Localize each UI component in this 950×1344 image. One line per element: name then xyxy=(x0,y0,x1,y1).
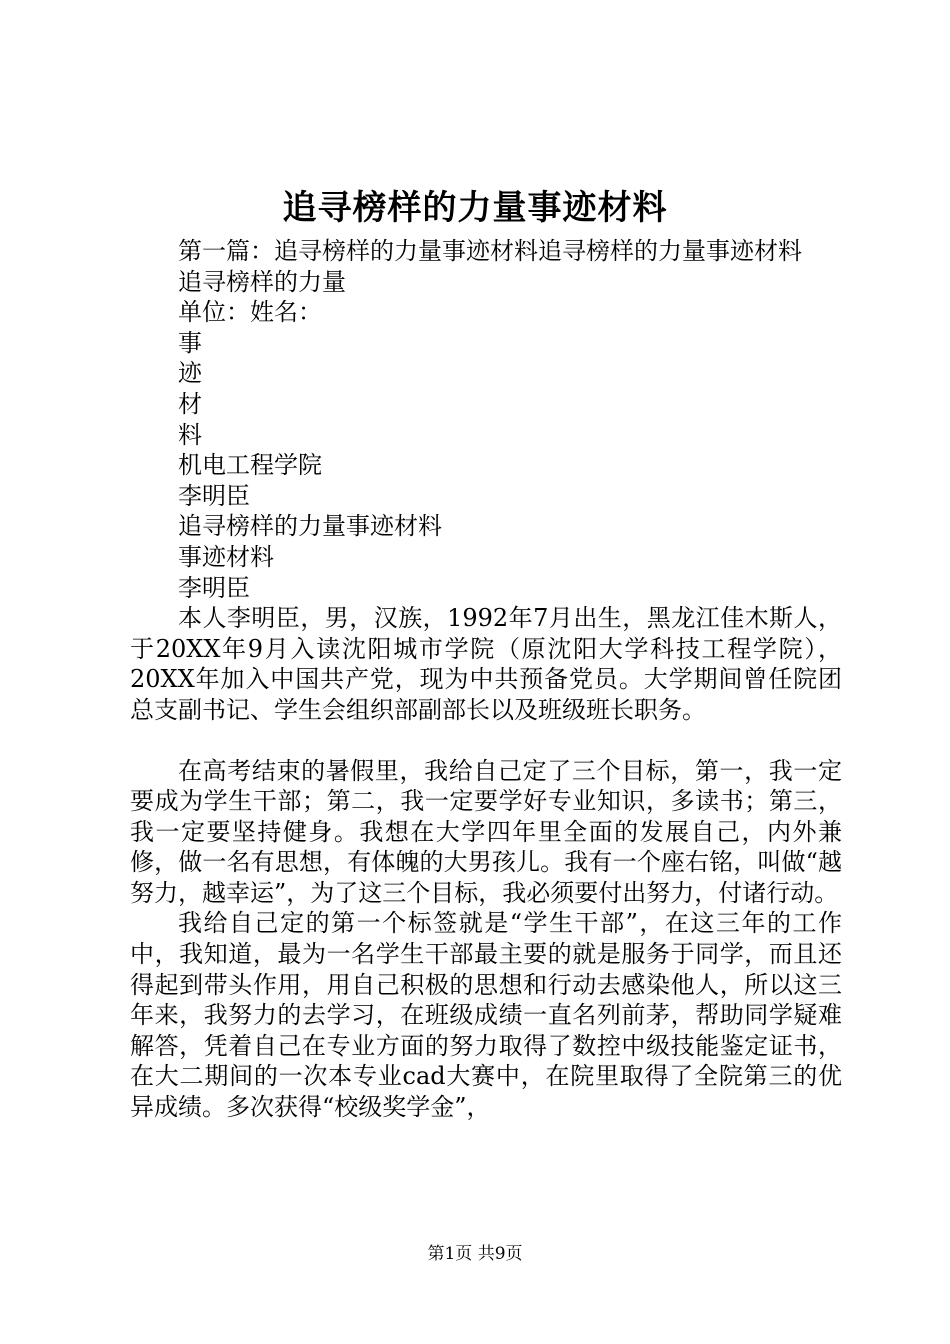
text-line: 事 xyxy=(178,328,202,357)
text-line: 李明臣 xyxy=(178,481,250,510)
intro-paragraph: 第一篇：追寻榜样的力量事迹材料追寻榜样的力量事迹材料 xyxy=(178,237,802,265)
text-line: 材 xyxy=(178,389,202,418)
text-line: 机电工程学院 xyxy=(178,451,322,480)
body-paragraph: 在高考结束的暑假里，我给自己定了三个目标，第一，我一定要成为学生干部；第二，我一定要学好专业知识，多读书；第三，我一定要坚持健身。我想在大学四年里全面的发展自己，内外兼修，做一名有思想，有体魄的大男孩儿。我有一个座右铭，叫做“越努力，越幸运”，为了这三个目标，我必须要付出努力，付诸行动。 xyxy=(130,756,842,907)
text-line: 事迹材料 xyxy=(178,542,274,571)
paragraph-spacer xyxy=(130,726,842,756)
text-line: 料 xyxy=(178,420,202,449)
body-paragraph: 我给自己定的第一个标签就是“学生干部”，在这三年的工作中，我知道，最为一名学生干部最主要的就是服务于同学，而且还得起到带头作用，用自己积极的思想和行动去感染他人，所以这三年来，我努力的去学习，在班级成绩一直名列前茅，帮助同学疑难解答，凭着自己在专业方面的努力取得了数控中级技能鉴定证书，在大二期间的一次本专业cad大赛中，在院里取得了全院第三的优异成绩。多次获得“校级奖学金”， xyxy=(130,909,842,1122)
text-line: 追寻榜样的力量事迹材料 xyxy=(178,512,442,541)
text-line: 追寻榜样的力量 xyxy=(178,267,346,296)
page-footer: 第1页 共9页 xyxy=(427,1244,523,1264)
document-body xyxy=(130,236,842,1123)
text-line: 李明臣 xyxy=(178,573,250,602)
document-title: 追寻榜样的力量事迹材料 xyxy=(282,188,668,228)
text-line: 迹 xyxy=(178,359,202,388)
text-line: 单位：姓名： xyxy=(178,298,322,327)
body-paragraph: 本人李明臣，男，汉族，1992年7月出生，黑龙江佳木斯人，于20XX年9月入读沈阳城市学院（原沈阳大学科技工程学院），20XX年加入中国共产党，现为中共预备党员。大学期间曾任院团总支副书记、学生会组织部副部长以及班级班长职务。 xyxy=(130,604,842,724)
